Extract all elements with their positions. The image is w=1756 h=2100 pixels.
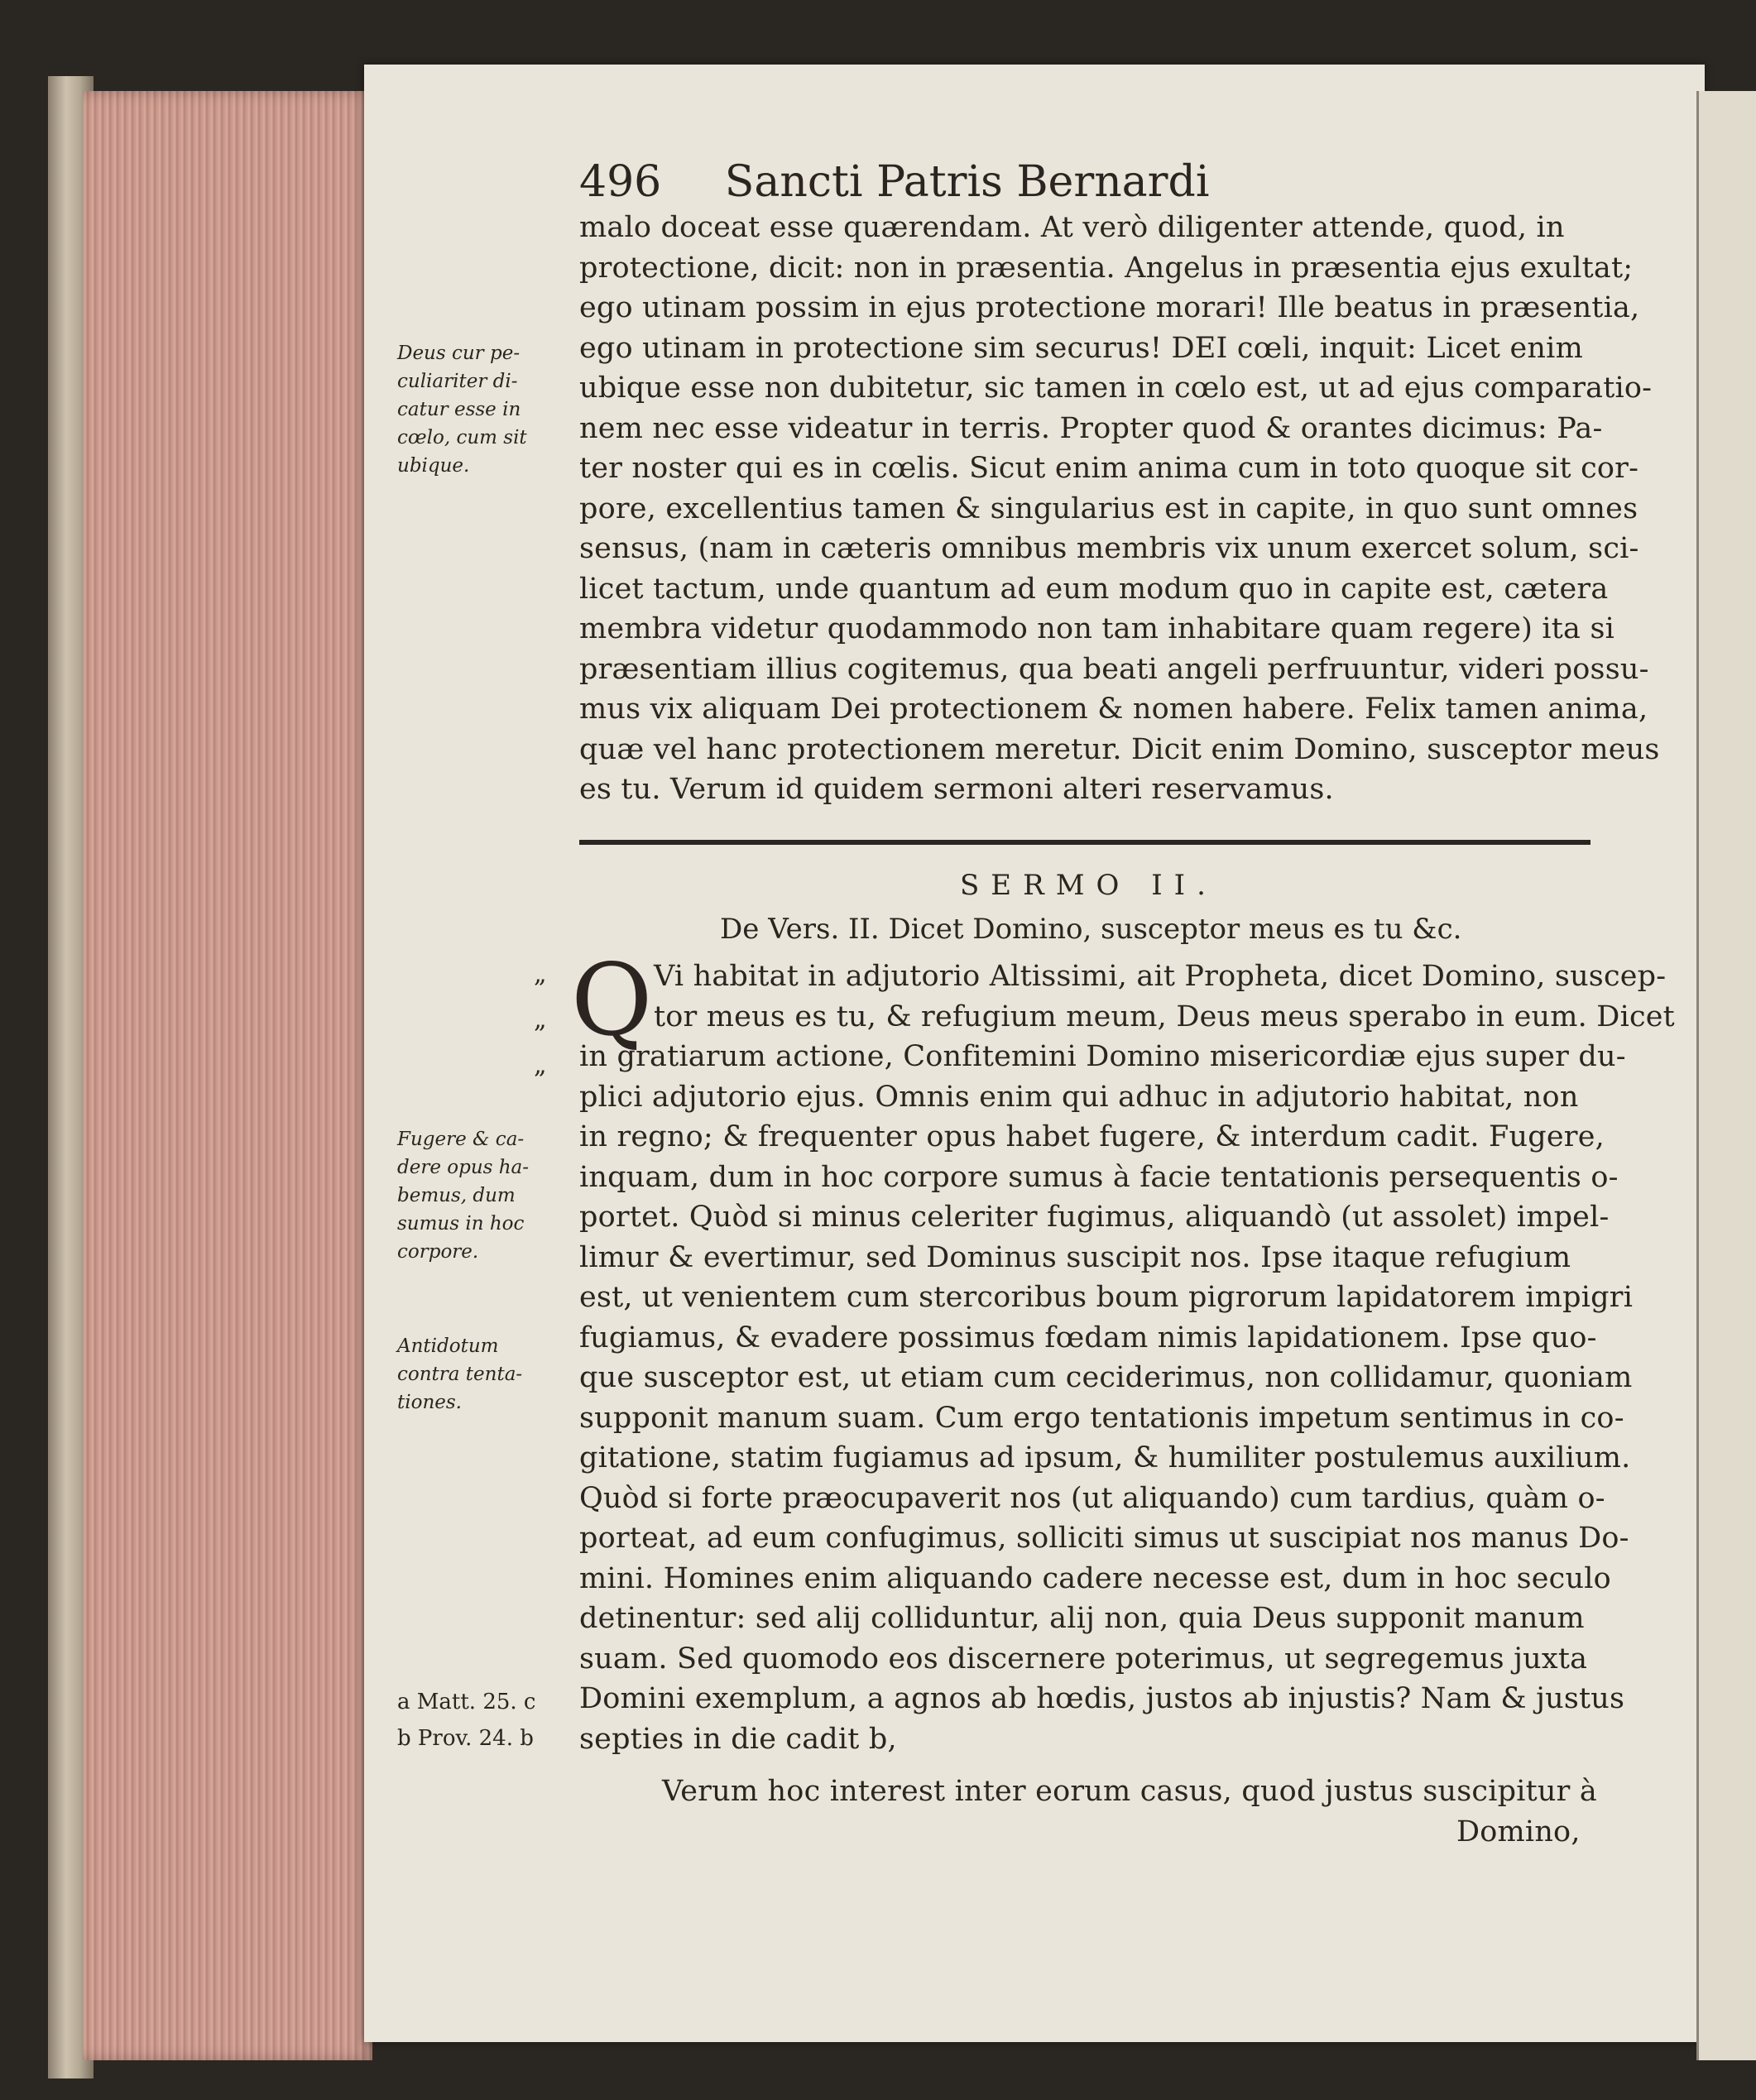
text-line: septies in die cadit b, — [579, 1722, 897, 1756]
ref-line: b Prov. 24. b — [397, 1726, 534, 1751]
running-title: Sancti Patris Bernardi — [724, 157, 1210, 207]
text-line: Verum hoc interest inter eorum casus, quod justus suscipitur à — [662, 1775, 1597, 1808]
running-head — [579, 157, 1209, 207]
section-rule — [579, 840, 1590, 845]
quote-mark: „ — [534, 1051, 547, 1080]
text-line: nem nec esse videatur in terris. Propter quod & orantes dicimus: Pa- — [579, 411, 1603, 445]
text-line: ubique esse non dubitetur, sic tamen in cœlo est, ut ad ejus comparatio- — [579, 372, 1653, 405]
footnote-refs — [397, 1684, 536, 1757]
margin-line: Antidotum — [397, 1335, 499, 1357]
page-number: 496 — [579, 157, 662, 207]
text-line: pore, excellentius tamen & singularius est in capite, in quo sunt omnes — [579, 491, 1638, 525]
text-line: malo doceat esse quærendam. At verò diligenter attende, quod, in — [579, 211, 1565, 244]
text-line: Vi habitat in adjutorio Altissimi, ait Propheta, dicet Domino, suscep- — [654, 960, 1667, 993]
margin-line: Fugere & ca- — [397, 1129, 525, 1150]
drop-cap: Q — [571, 943, 653, 1058]
text-line: supponit manum suam. Cum ergo tentationis impetum sentimus in co- — [579, 1401, 1624, 1435]
text-line: es tu. Verum id quidem sermoni alteri reservamus. — [579, 773, 1334, 806]
ref-line: a Matt. 25. c — [397, 1690, 536, 1714]
margin-line: sumus in hoc — [397, 1213, 525, 1235]
margin-line: culiariter di- — [397, 371, 518, 392]
text-line: membra videtur quodammodo non tam inhabitare quam regere) ita si — [579, 612, 1614, 645]
text-line: quæ vel hanc protectionem meretur. Dicit enim Domino, susceptor meus — [579, 732, 1660, 766]
margin-note-fugere — [397, 1125, 563, 1266]
margin-line: cœlo, cum sit — [397, 427, 527, 448]
text-line: limur & evertimur, sed Dominus suscipit nos. Ipse itaque refugium — [579, 1240, 1571, 1274]
sermo-title: SERMO II. — [960, 869, 1217, 902]
text-line: portet. Quòd si minus celeriter fugimus, aliquandò (ut assolet) impel- — [579, 1201, 1610, 1234]
text-line: mini. Homines enim aliquando cadere necesse est, dum in hoc seculo — [579, 1561, 1611, 1595]
text-line: detinentur: sed alij colliduntur, alij non, quia Deus supponit manum — [579, 1602, 1585, 1635]
text-line: tor meus es tu, & refugium meum, Deus meus sperabo in eum. Dicet — [654, 1000, 1675, 1033]
text-line: est, ut venientem cum stercoribus boum pigrorum lapidatorem impigri — [579, 1281, 1634, 1314]
margin-line: ubique. — [397, 455, 470, 477]
text-line: præsentiam illius cogitemus, qua beati angeli perfruuntur, videri possu- — [579, 652, 1649, 686]
margin-note-antidotum — [397, 1332, 563, 1417]
margin-line: dere opus ha- — [397, 1157, 530, 1178]
text-line: inquam, dum in hoc corpore sumus à facie tentationis persequentis o- — [579, 1160, 1619, 1194]
margin-note-deus — [397, 339, 563, 480]
text-line: Domini exemplum, a agnos ab hœdis, justos ab injustis? Nam & justus — [579, 1682, 1625, 1715]
text-line: suam. Sed quomodo eos discernere poterimus, ut segregemus juxta — [579, 1642, 1588, 1676]
margin-line: corpore. — [397, 1241, 479, 1263]
sermo-subtitle: De Vers. II. Dicet Domino, susceptor meus es tu &c. — [720, 913, 1462, 946]
text-line: sensus, (nam in cæteris omnibus membris vix unum exercet solum, sci- — [579, 532, 1639, 565]
text-line: ego utinam in protectione sim securus! DEI cœli, inquit: Licet enim — [579, 331, 1583, 365]
text-line: licet tactum, unde quantum ad eum modum quo in capite est, cætera — [579, 572, 1609, 606]
text-line: ego utinam possim in ejus protectione morari! Ille beatus in præsentia, — [579, 291, 1640, 324]
margin-line: Deus cur pe- — [397, 343, 521, 364]
quote-mark: „ — [534, 1005, 547, 1034]
text-line: protectione, dicit: non in præsentia. Angelus in præsentia ejus exultat; — [579, 251, 1634, 285]
text-line: fugiamus, & evadere possimus fœdam nimis lapidationem. Ipse quo- — [579, 1321, 1597, 1354]
text-line: porteat, ad eum confugimus, solliciti simus ut suscipiat nos manus Do- — [579, 1522, 1629, 1555]
text-line: que susceptor est, ut etiam cum ceciderimus, non collidamur, quoniam — [579, 1361, 1633, 1394]
margin-line: bemus, dum — [397, 1185, 516, 1206]
margin-line: tiones. — [397, 1392, 462, 1413]
text-line: mus vix aliquam Dei protectionem & nomen habere. Felix tamen anima, — [579, 693, 1648, 726]
margin-line: contra tenta- — [397, 1364, 523, 1385]
margin-line: catur esse in — [397, 399, 521, 420]
text-line: plici adjutorio ejus. Omnis enim qui adhuc in adjutorio habitat, non — [579, 1080, 1579, 1114]
text-line: Quòd si forte præocupaverit nos (ut aliquando) cum tardius, quàm o- — [579, 1481, 1605, 1515]
text-line: Domino, — [1456, 1815, 1581, 1848]
text-line: in gratiarum actione, Confitemini Domino misericordiæ ejus super du- — [579, 1040, 1626, 1073]
quote-mark: „ — [534, 960, 547, 989]
text-line: in regno; & frequenter opus habet fugere, & interdum cadit. Fugere, — [579, 1120, 1605, 1153]
text-line: ter noster qui es in cœlis. Sicut enim anima cum in toto quoque sit cor- — [579, 452, 1639, 485]
text-line: gitatione, statim fugiamus ad ipsum, & humiliter postulemus auxilium. — [579, 1441, 1631, 1474]
